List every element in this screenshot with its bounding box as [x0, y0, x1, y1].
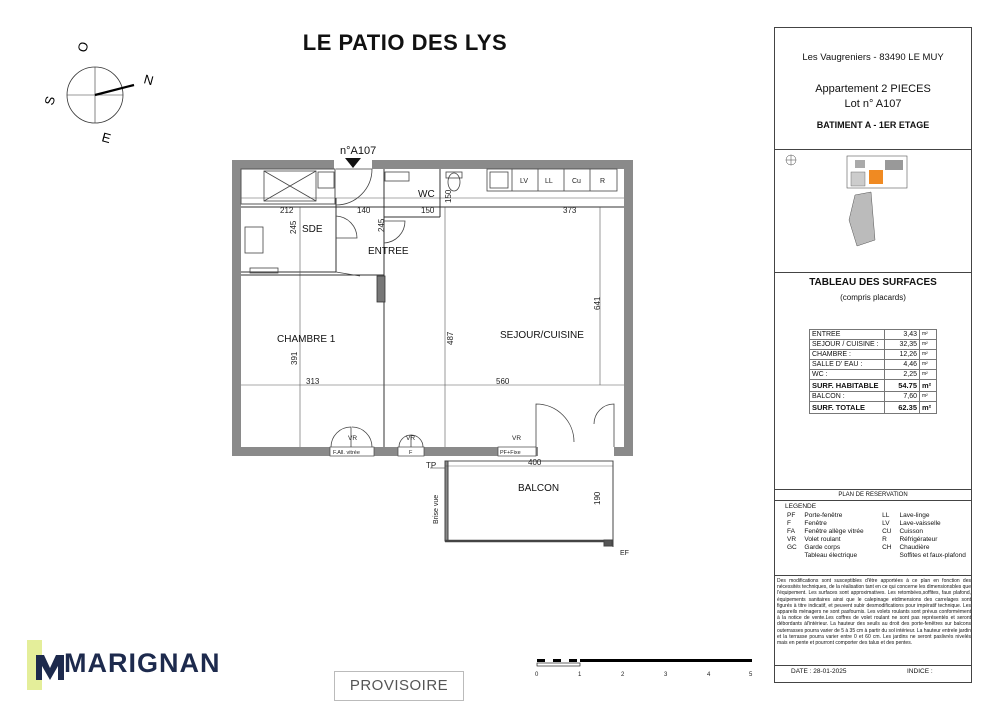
scale-bar — [535, 659, 753, 678]
legend-row — [785, 536, 971, 544]
compass-n: N — [142, 71, 156, 89]
plan-reservation-label: PLAN DE RESERVATION — [838, 492, 908, 498]
scale-tick-1: 1 — [578, 672, 582, 678]
surfaces-subtitle: (compris placards) — [840, 293, 906, 302]
legend-cell: Réfrigérateur — [899, 536, 938, 543]
surface-unit: m² — [920, 340, 937, 350]
appliance-labels — [520, 178, 605, 185]
legend-row — [785, 512, 971, 520]
legend-cell: Lave-linge — [899, 512, 930, 519]
surface-label: ENTREE — [810, 330, 885, 340]
surface-value: 62.35 — [885, 402, 920, 414]
surface-label: SURF. HABITABLE — [810, 380, 885, 392]
legend-cell: LL — [882, 512, 890, 519]
marignan-logo-icon — [27, 640, 64, 690]
dim-487: 487 — [446, 331, 455, 345]
dim-245-b: 245 — [377, 218, 386, 232]
tp-label: TP — [426, 461, 437, 470]
legend-cell: LV — [882, 520, 890, 527]
legend-cell: CU — [882, 528, 892, 535]
project-title: LE PATIO DES LYS — [302, 30, 508, 55]
surface-unit: m² — [920, 330, 937, 340]
legend-title: LEGENDE — [785, 503, 817, 510]
legend-cell — [785, 552, 802, 560]
opening-f: F — [409, 450, 413, 456]
building-floor: BATIMENT A - 1ER ETAGE — [816, 120, 930, 130]
dim-190: 190 — [593, 491, 602, 505]
legend-cell: Garde corps — [804, 544, 841, 551]
legend-cell: Cuisson — [899, 528, 923, 535]
surface-value: 32,35 — [885, 340, 920, 350]
scale-tick-4: 4 — [707, 672, 711, 678]
legend-cell: Volet roulant — [804, 536, 841, 543]
surfaces-title: TABLEAU DES SURFACES — [809, 277, 937, 288]
surface-unit: m² — [920, 392, 937, 402]
apartment-type: Appartement 2 PIECES — [815, 83, 931, 95]
legend-cell: Porte-fenêtre — [804, 512, 843, 519]
surface-value: 4,46 — [885, 360, 920, 370]
surface-value: 12,26 — [885, 350, 920, 360]
compass-e: E — [100, 129, 113, 147]
brise-vue-label: Brise vue — [433, 494, 440, 524]
legend-row — [785, 552, 971, 560]
appliance-r: R — [600, 178, 606, 185]
legend-row — [785, 528, 971, 536]
surface-unit: m² — [920, 402, 937, 414]
address: Les Vaugreniers - 83490 LE MUY — [802, 52, 944, 63]
surface-unit: m² — [920, 350, 937, 360]
lot-number: Lot n° A107 — [844, 98, 902, 110]
legend-cell: Fenêtre — [804, 520, 827, 527]
scale-tick-0: 0 — [535, 672, 539, 678]
surface-value: 7,60 — [885, 392, 920, 402]
surface-value: 3,43 — [885, 330, 920, 340]
surface-row — [810, 350, 937, 360]
room-chambre: CHAMBRE 1 — [277, 334, 336, 345]
bathroom-fixtures — [245, 171, 462, 273]
disclaimer-notes: Des modifications sont susceptibles d'être apportées à ce plan en fonction des nécessités techniques, de la réalisation tant en ce qui concerne les dimensionsbles que l'équipement. Les surfaces sont approximatives. Les retombées,soffites, faux plafond, équipements sanitaires ainsi que le calepinage etdimensions des carrelages sont figurés à titre indicatif, et peuvent subir desmodifications pour impératif technique. Les appareils ménagers ne sont pasfournis. Les volets roulants sont prévus conformément à la notice de vente.Les coffres de volet roulant ne sont pas représentés et seront débordants àl'intérieur. La hauteur des seuils au droit des porte-fenêtres sur balcons outerrasses pourra varier de 5 à 35 cm à partir du sol intérieur. La hauteur entrele jardin et la terrasse pourra varier entre 0 et 60 cm. Les jardins ne seront paslivrés nivelés mais en pente et pourront comporter des talus et des pentes. — [777, 578, 971, 647]
legend-table — [785, 512, 971, 560]
legend-cell — [880, 552, 897, 560]
ef-label: EF — [620, 550, 629, 557]
surface-label: SALLE D' EAU : — [810, 360, 885, 370]
lot-tag-label: n°A107 — [340, 145, 377, 157]
room-entree: ENTREE — [368, 246, 409, 257]
legend-cell: PF — [787, 512, 796, 519]
info-panel — [774, 27, 972, 683]
date: DATE : 28-01-2025 — [791, 668, 847, 675]
legend-cell: Chaudière — [899, 544, 930, 551]
legend-cell: Tableau électrique — [804, 552, 858, 559]
surface-label: CHAMBRE : — [810, 350, 885, 360]
surface-row — [810, 360, 937, 370]
legend-cell: Soffites et faux-plafond — [899, 552, 966, 559]
surface-unit: m² — [920, 360, 937, 370]
provisoire-stamp: PROVISOIRE — [334, 671, 464, 701]
logo: MARIGNAN — [64, 648, 221, 678]
legend-cell: R — [882, 536, 887, 543]
scale-tick-5: 5 — [749, 672, 753, 678]
legend-cell: Lave-vaisselle — [899, 520, 941, 527]
dim-560: 560 — [496, 377, 510, 386]
room-sejour: SEJOUR/CUISINE — [500, 330, 584, 341]
dim-150: 150 — [421, 206, 435, 215]
surface-value: 2,25 — [885, 370, 920, 380]
surface-unit: m² — [920, 380, 937, 392]
dim-641: 641 — [593, 296, 602, 310]
dim-245-a: 245 — [289, 220, 298, 234]
surface-value: 54.75 — [885, 380, 920, 392]
indice: INDICE : — [907, 668, 933, 675]
vr-label-1: VR — [348, 435, 358, 442]
dim-140: 140 — [357, 206, 371, 215]
surface-label: SURF. TOTALE — [810, 402, 885, 414]
compass-icon — [41, 40, 155, 146]
legend-cell: CH — [882, 544, 892, 551]
opening-fa: F.All. vitrée — [333, 450, 360, 456]
legend-row — [785, 544, 971, 552]
dim-150-vertical: 150 — [444, 189, 453, 203]
surface-row — [810, 370, 937, 380]
appliance-lv: LV — [520, 178, 529, 185]
surfaces-table — [809, 329, 937, 414]
surface-row — [810, 380, 937, 392]
scale-tick-3: 3 — [664, 672, 668, 678]
room-sde: SDE — [302, 224, 323, 235]
dim-313: 313 — [306, 377, 320, 386]
site-plan-thumbnail — [775, 150, 971, 272]
vr-label-3: VR — [512, 435, 522, 442]
appliance-cu: Cu — [572, 178, 581, 185]
legend-cell: Fenêtre allège vitrée — [804, 528, 864, 535]
compass-o: O — [74, 40, 92, 54]
appliance-ll: LL — [545, 178, 553, 185]
scale-tick-2: 2 — [621, 672, 625, 678]
lot-tag — [340, 145, 376, 168]
legend-cell: FA — [787, 528, 795, 535]
surface-unit: m² — [920, 370, 937, 380]
dim-212: 212 — [280, 206, 294, 215]
surface-label: SEJOUR / CUISINE : — [810, 340, 885, 350]
surface-row — [810, 330, 937, 340]
surface-label: BALCON : — [810, 392, 885, 402]
surface-row — [810, 340, 937, 350]
room-wc: WC — [418, 189, 435, 200]
dim-400: 400 — [528, 458, 542, 467]
dim-391: 391 — [290, 351, 299, 365]
vr-label-2: VR — [406, 435, 416, 442]
balcony — [430, 461, 613, 547]
compass-s: S — [41, 94, 59, 107]
legend-cell: VR — [787, 536, 797, 543]
dim-373: 373 — [563, 206, 577, 215]
room-balcon: BALCON — [518, 483, 560, 494]
surface-label: WC : — [810, 370, 885, 380]
opening-pf: PF+Fixe — [500, 450, 521, 456]
surface-row — [810, 392, 937, 402]
legend-cell: GC — [787, 544, 797, 551]
legend-cell: F — [787, 520, 791, 527]
legend-row — [785, 520, 971, 528]
surface-row — [810, 402, 937, 414]
